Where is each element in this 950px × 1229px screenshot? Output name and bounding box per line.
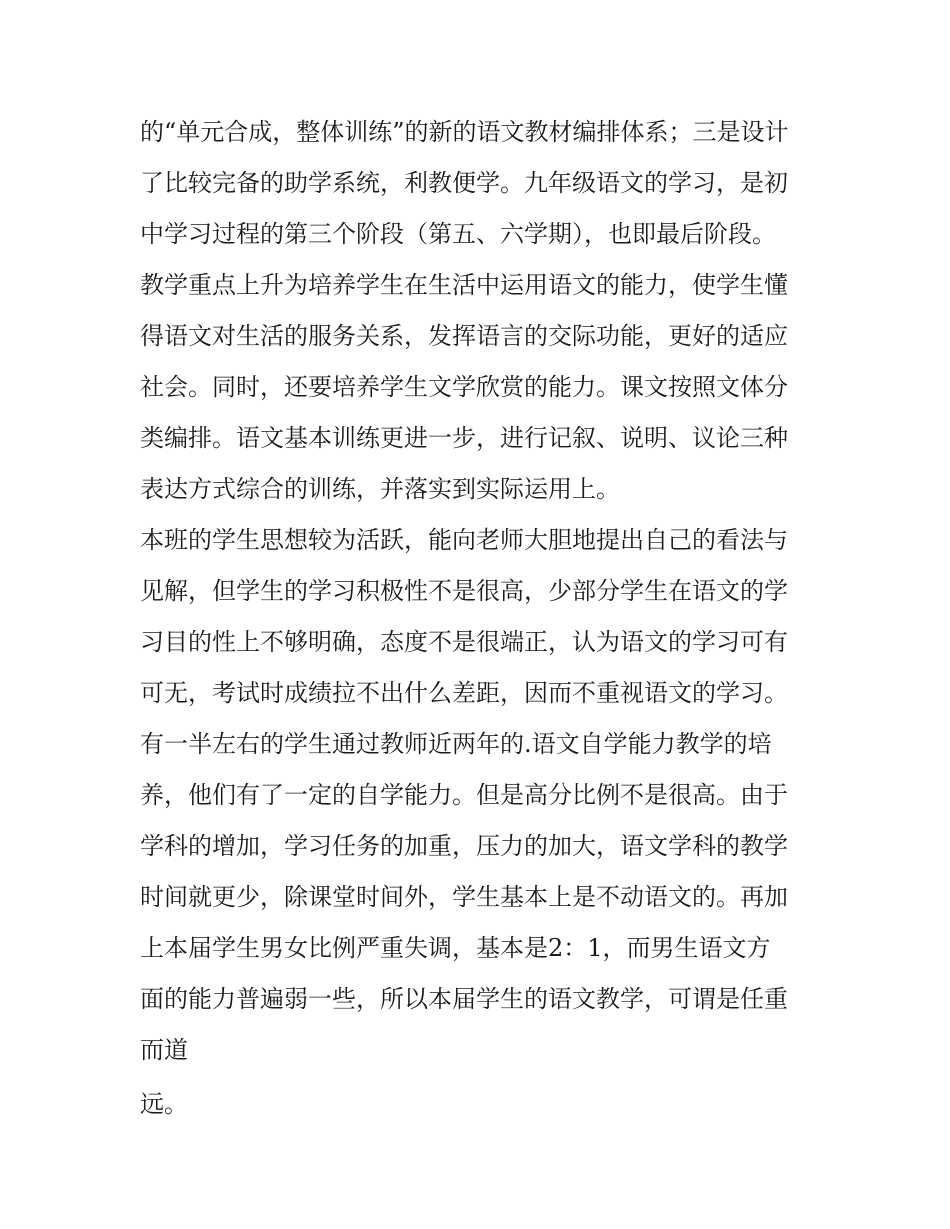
text-line: 可无，考试时成绩拉不出什么差距，因而不重视语文的学习。 [140,679,788,707]
text-line: 中学习过程的第三个阶段（第五、六学期），也即最后阶段。 [140,220,776,248]
text-line: 养，他们有了一定的自学能力。但是高分比例不是很高。由于 [140,781,788,809]
text-line: 表达方式综合的训练，并落实到实际运用上。 [140,475,620,503]
text-line: 远。 [140,1090,188,1118]
text-line: 社会。同时，还要培养学生文学欣赏的能力。课文按照文体分 [140,373,788,401]
text-line: 本班的学生思想较为活跃，能向老师大胆地提出自己的看法与 [140,526,788,554]
text-line: 类编排。语文基本训练更进一步，进行记叙、说明、议论三种 [140,424,788,452]
text-line: 见解，但学生的学习积极性不是很高，少部分学生在语文的学 [140,577,788,605]
text-line: 而道 [140,1036,188,1064]
body-text [140,107,830,1130]
text-line: 时间就更少，除课堂时间外，学生基本上是不动语文的。再加 [140,883,788,911]
text-line: 的“单元合成，整体训练”的新的语文教材编排体系；三是设计 [140,118,789,146]
text-line: 面的能力普遍弱一些，所以本届学生的语文教学，可谓是任重 [140,985,788,1013]
text-line: 得语文对生活的服务关系，发挥语言的交际功能，更好的适应 [140,322,788,350]
text-line: 学科的增加，学习任务的加重，压力的加大，语文学科的教学 [140,832,788,860]
text-line: 了比较完备的助学系统，利教便学。九年级语文的学习，是初 [140,169,788,197]
text-line: 有一半左右的学生通过教师近两年的.语文自学能力教学的培 [140,730,772,758]
text-line: 上本届学生男女比例严重失调，基本是2：1，而男生语文方 [140,934,771,962]
text-line: 习目的性上不够明确，态度不是很端正，认为语文的学习可有 [140,628,788,656]
text-line: 教学重点上升为培养学生在生活中运用语文的能力，使学生懂 [140,271,788,299]
